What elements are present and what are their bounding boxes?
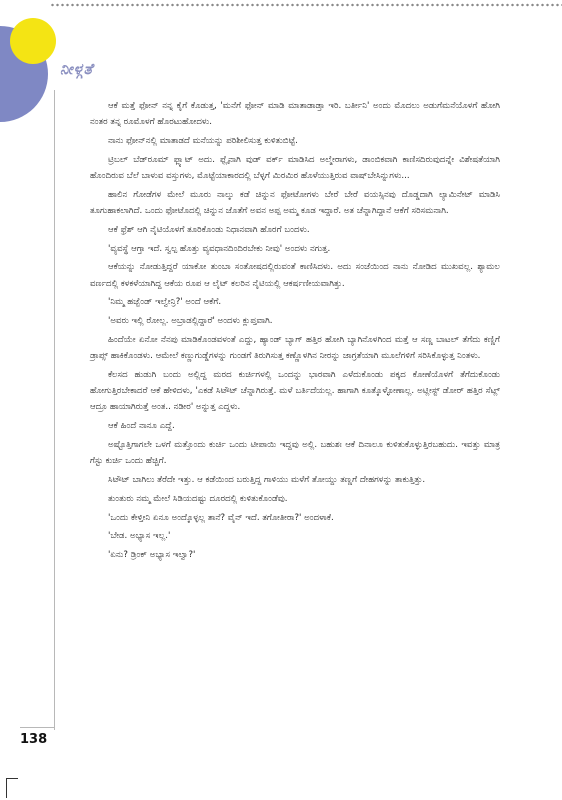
section-title: ನೀಳ್ಗತೆ (60, 60, 94, 78)
dotted-header-rule (50, 2, 562, 8)
paragraph: ಕೆಲಸದ ಹುಡುಗಿ ಬಂದು ಅಲ್ಲಿದ್ದ ಮರದ ಕುರ್ಚಿಗಳಲ್ಲಿ ಒಂದನ್ನು ಭಾರವಾಗಿ ಎಳೆದುಕೊಂಡು ಪಕ್ಕದ ಕೋಣೆಯೊಳಗೆ ತೆಗೆದುಕೊಂಡು ಹೋಗುತ್ತಿರಬೇಕಾದರೆ ಆಕೆ ಹೇಳಿದಳು, 'ಎಕಡೆ ಸಿಟೌಟ್ ಚೆನ್ನಾಗಿರುತ್ತೆ. ಮಳೆ ಬರ್ತಿದೆಯಲ್ಲ. ಹಾಗಾಗಿ ಕೂತ್ಕೊಳ್ಳೋಣಾಲ್ಲ. ಅಟ್ಲೀಸ್ಟ್ ಡೋರ್ ಹತ್ತಿರ ಸೆಟ್ಲ್ ಆದ್ರೂ ಹಾಯಾಗಿರುತ್ತೆ ಅಂತ.. ನಡೀರ' ಅನ್ನುತ್ತ ಎದ್ದಳು. (90, 369, 500, 413)
paragraph: ಹಾಲಿನ ಗೋಡೆಗಳ ಮೇಲೆ ಮೂರು ನಾಲ್ಕು ಕಡೆ ಚಿನ್ನುನ ಫೋಟೋಗಳು ಬೇರೆ ಬೇರೆ ವಯಸ್ಸಿನವು ದೊಡ್ಡದಾಗಿ ಲ್ಯಾಮಿನೇಟ್ ಮಾಡಿಸಿ ತೂಗುಹಾಕಲಾಗಿದೆ. ಒಂದು ಫೋಟೊದಲ್ಲಿ ಚಿನ್ನುನ ಜೊತೆಗೆ ಅವನ ಅಪ್ಪ ಅಮ್ಮ ಕೂಡ ಇದ್ದಾರೆ. ಅತ ಚೆನ್ನಾಗಿದ್ದಾನೆ ಆಕೆಗೆ ಸರಿಸಮನಾಗಿ. (90, 189, 500, 216)
paragraph: ಸಿಟೌಟ್ ಬಾಗಿಲು ತೆರೆದೇ ಇತ್ತು. ಆ ಕಡೆಯಿಂದ ಬರುತ್ತಿದ್ದ ಗಾಳಿಯು ಮಳೆಗೆ ತೋಯ್ದು ತಣ್ಣಗೆ ದೇಹಗಳನ್ನು ತಾಕುತ್ತಿತ್ತು. (108, 474, 426, 485)
paragraph: 'ನಿಮ್ಮ ಹಜ್ಬೆಂಡ್ ಇಲ್ವೇನ್ರಿ?' ಅಂದೆ ಆಕೆಗೆ. (108, 297, 222, 308)
yellow-circle-decoration (10, 18, 56, 64)
margin-rule-foot (20, 727, 54, 728)
paragraph: ತುಂತುರು ನಮ್ಮ ಮೇಲೆ ಸಿಡಿಯದಷ್ಟು ದೂರದಲ್ಲಿ ಕುಳಿತುಕೊಂಡೆವು. (108, 493, 288, 504)
paragraph: ನಾನು ಫೋನ್‌ನಲ್ಲಿ ಮಾತಾಡದೆ ಮನೆಯನ್ನು ಪರಿಶೀಲಿಸುತ್ತ ಕುಳಿತುಬಿಟ್ಟೆ. (108, 136, 298, 146)
page-number: 138 (20, 732, 48, 747)
paragraph: ಹಿಂದೆಯೇ ಏನೋ ನೆನಪು ಮಾಡಿಕೊಂಡವಳಂತೆ ಎದ್ದು, ಹ್ಯಾಂಡ್ ಬ್ಯಾಗ್ ಹತ್ತಿರ ಹೋಗಿ ಬ್ಯಾಗಿನೊಳಗಿಂದ ಮತ್ತೆ ಆ ಸಣ್ಣ ಬಾಟಲ್ ತೆಗೆದು ಕಣ್ಣಿಗೆ ಡ್ರಾಪ್ಸ್ ಹಾಕಿಕೊಂಡಳು. ಆಮೇಲೆ ಕಣ್ಣುಗುಡ್ಡೆಗಳನ್ನು ಗುಂಡಗೆ ತಿರುಗಿಸುತ್ತ ಕಣ್ಣೊಳಗಿನ ನೀರನ್ನು ಜಾಗ್ರತೆಯಾಗಿ ಮೂಲೆಗಳಿಗೆ ಸರಿಸಿಕೊಳ್ಳುತ್ತ ನಿಂತಳು. (90, 334, 500, 362)
paragraph: ಟ್ರಿಬಲ್ ಬೆಡ್‌ರೂಮ್ ಫ್ಲ್ಯಾಟ್ ಅದು. ಫ್ಲೈನಾಗಿ ವುಡ್ ವರ್ಕ್ ಮಾಡಿಸಿದ ಅಲ್ಮೇರಾಗಳು, ಡಾಂಬಿಕವಾಗಿ ಕಾಣಿಸದಿರುವುದನ್ನೇ ವಿಶೇಷತೆಯಾಗಿ ಹೊಂದಿರುವ ಬೆಲೆ ಬಾಳುವ ವಸ್ತುಗಳು, ಮೊಟ್ಟೆಯಾಕಾರದಲ್ಲಿ ಬೆಳ್ಳಗೆ ಮಿರಮಿರ ಹೊಳೆಯುತ್ತಿರುವ ವಾಷ್‌ಬೇಸಿನ್ನುಗಳು... (90, 154, 500, 181)
paragraph: 'ಬೇಡ. ಅಭ್ಯಾಸ ಇಲ್ಲ.' (108, 531, 171, 542)
margin-rule (54, 90, 55, 730)
paragraph: 'ಏನು? ಡ್ರಿಂಕ್ ಅಭ್ಯಾಸ ಇಲ್ವಾ?' (108, 550, 196, 561)
paragraph: ಆಕೆ ಮತ್ತೆ ಫೋನ್ ನನ್ನ ಕೈಗೆ ಕೊಡುತ್ತ, 'ಮನೆಗೆ ಫೋನ್ ಮಾಡಿ ಮಾತಾಡಾಡ್ತಾ ಇರಿ. ಬರ್ತೀನಿ' ಅಂದು ಮೊದಲು ಅಡುಗೆಮನೆಯೊಳಗೆ ಹೋಗಿ ನಂತರ ತನ್ನ ರೂಮೊಳಗೆ ಹೊರಟುಹೋದಳು. (90, 101, 500, 128)
paragraph: 'ವ್ಯವಸ್ಥೆ ಆಗ್ತಾ ಇದೆ. ಸ್ವಲ್ಪ ಹೊತ್ತು ವ್ಯವಧಾನದಿಂದಿರಬೇಕು ನೀವು' ಅಂದಳು ನಗುತ್ತ. (108, 243, 331, 254)
paragraph: 'ಒಂದು ಕೇಳ್ತೀನಿ ಏನೂ ಅಂದ್ಕೊಳ್ಳಲ್ಲ ತಾನೆ? ವೈನ್ ಇದೆ. ತಗೋತೀರಾ?' ಅಂದಳಾಕೆ. (108, 512, 334, 523)
paragraph: ಆಕೆಯನ್ನು ನೋಡುತ್ತಿದ್ದರೆ ಯಾಕೋ ತುಂಬಾ ಸಂತೋಷದಲ್ಲಿರುವಂತೆ ಕಾಣಿಸಿದಳು. ಅದು ಸಂಜೆಯಿಂದ ನಾನು ನೋಡಿದ ಮುಖವಲ್ಲ. ಶ್ಯಾಮಲ ವರ್ಣದಲ್ಲಿ ಕಳಕಳೆಯಾಗಿದ್ದ ಆಕೆಯ ರೂಪ ಆ ಲೈಟ್ ಕಲರಿನ ನೈಟಿಯಲ್ಲಿ ಆಕರ್ಷಣೀಯವಾಗಿತ್ತು. (90, 262, 500, 289)
crop-mark (6, 778, 7, 798)
paragraph: ಅಷ್ಟೊತ್ತಿಗಾಗಲೇ ಒಳಗೆ ಮತ್ತೊಂದು ಕುರ್ಚಿ ಒಂದು ಟೀಪಾಯಿ ಇದ್ದವು ಅಲ್ಲಿ. ಬಹುಶಃ ಆಕೆ ದಿನಾಲೂ ಕುಳಿತುಕೊಳ್ಳುತ್ತಿರಬಹುದು. ಇವತ್ತು ಮಾತ್ರ ಗೆಸ್ಟು ಕುರ್ಚಿ ಒಂದು ಹೆಚ್ಚಿಗೆ. (90, 439, 500, 467)
paragraph: ಆಕೆ ಫ್ರೆಶ್ ಆಗಿ ನೈಟಿಯೊಳಗೆ ತೂರಿಕೊಂಡು ನಿಧಾನವಾಗಿ ಹೊರಗೆ ಬಂದಳು. (108, 224, 310, 235)
paragraph: 'ಅವರು ಇಲ್ಲಿ ರೋಲ್ಲ. ಅಬ್ರಾಡಲ್ಲಿದ್ದಾರೆ' ಅಂದಳು ಕ್ಲುಪ್ತವಾಗಿ. (108, 316, 273, 327)
crop-mark (6, 778, 18, 779)
story-body (90, 98, 500, 566)
paragraph: ಆಕೆ ಹಿಂದೆ ನಾನೂ ಎದ್ದೆ. (108, 421, 175, 432)
